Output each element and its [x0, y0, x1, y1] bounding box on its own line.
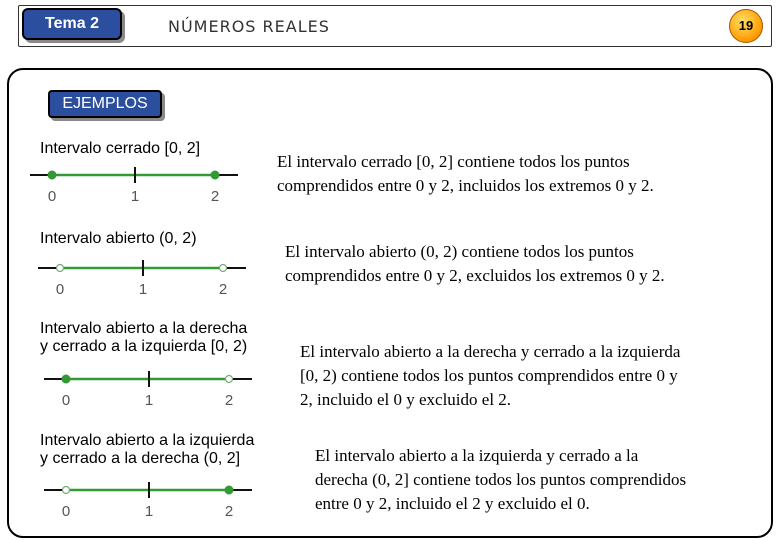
example-1-label-line1: Intervalo cerrado [0, 2]: [40, 140, 201, 157]
example-1-tick-label: 2: [210, 188, 220, 205]
example-1-label: [40, 140, 200, 158]
example-1-tick-label: 0: [47, 188, 57, 205]
page-title: NÚMEROS REALES: [168, 17, 330, 36]
example-2-desc-line1: El intervalo abierto (0, 2) contiene todos los puntos: [285, 242, 634, 261]
example-2-description: [285, 240, 665, 288]
example-2-desc-line2: comprendidos entre 0 y 2, excluidos los extremos 0 y 2.: [285, 266, 665, 285]
example-4-description: [315, 444, 686, 516]
example-4-tick-label: 1: [144, 503, 154, 520]
example-1-desc-line2: comprendidos entre 0 y 2, incluidos los extremos 0 y 2.: [277, 176, 654, 195]
example-3-desc-line1: El intervalo abierto a la derecha y cerrado a la izquierda: [300, 342, 681, 361]
example-4-label-line1: Intervalo abierto a la izquierda: [40, 432, 255, 449]
example-2-label: [40, 230, 197, 248]
example-4-tick-label: 2: [224, 503, 234, 520]
tema-tab[interactable]: Tema 2: [22, 8, 122, 40]
example-4-left-open-endpoint: [63, 487, 70, 494]
example-3-tick-label: 0: [61, 392, 71, 409]
example-4-desc-line1: El intervalo abierto a la izquierda y cerrado a la: [315, 446, 639, 465]
example-3-description: [300, 340, 680, 412]
page-number-badge: 19: [729, 9, 763, 43]
example-3-desc-line2: [0, 2) contiene todos los puntos comprendidos entre 0 y: [300, 366, 678, 385]
example-2-tick-label: 0: [55, 281, 65, 298]
example-3-right-open-endpoint: [226, 376, 233, 383]
example-2-left-open-endpoint: [57, 265, 64, 272]
example-3-number-line: [44, 368, 259, 408]
example-1-tick-label: 1: [130, 188, 140, 205]
section-tag: EJEMPLOS: [48, 90, 162, 118]
example-3-tick-label: 1: [144, 392, 154, 409]
example-1-left-closed-endpoint: [48, 171, 56, 179]
example-2-right-open-endpoint: [220, 265, 227, 272]
example-4-number-line: [44, 479, 259, 519]
example-2-label-line1: Intervalo abierto (0, 2): [40, 230, 197, 247]
example-4-desc-line2: derecha (0, 2] contiene todos los puntos comprendidos: [315, 470, 687, 489]
example-3-left-closed-endpoint: [62, 375, 70, 383]
example-3-label-line1: Intervalo abierto a la derecha: [40, 320, 248, 337]
example-2-tick-label: 2: [218, 281, 228, 298]
example-2-tick-label: 1: [138, 281, 148, 298]
example-2-number-line: [38, 257, 253, 297]
example-4-right-closed-endpoint: [225, 486, 233, 494]
example-4-desc-line3: entre 0 y 2, incluido el 2 y excluido el 0.: [315, 494, 590, 513]
example-3-desc-line3: 2, incluido el 0 y excluido el 2.: [300, 390, 512, 409]
example-1-right-closed-endpoint: [211, 171, 219, 179]
example-4-label: [40, 432, 254, 468]
example-4-label-line2: y cerrado a la derecha (0, 2]: [40, 450, 241, 467]
example-1-desc-line1: El intervalo cerrado [0, 2] contiene todos los puntos: [277, 152, 630, 171]
example-1-number-line: [30, 164, 245, 204]
example-3-label-line2: y cerrado a la izquierda [0, 2): [40, 338, 248, 355]
example-3-label: [40, 320, 247, 356]
example-4-tick-label: 0: [61, 503, 71, 520]
header-bar: [18, 5, 772, 47]
example-3-tick-label: 2: [224, 392, 234, 409]
example-1-description: [277, 150, 654, 198]
